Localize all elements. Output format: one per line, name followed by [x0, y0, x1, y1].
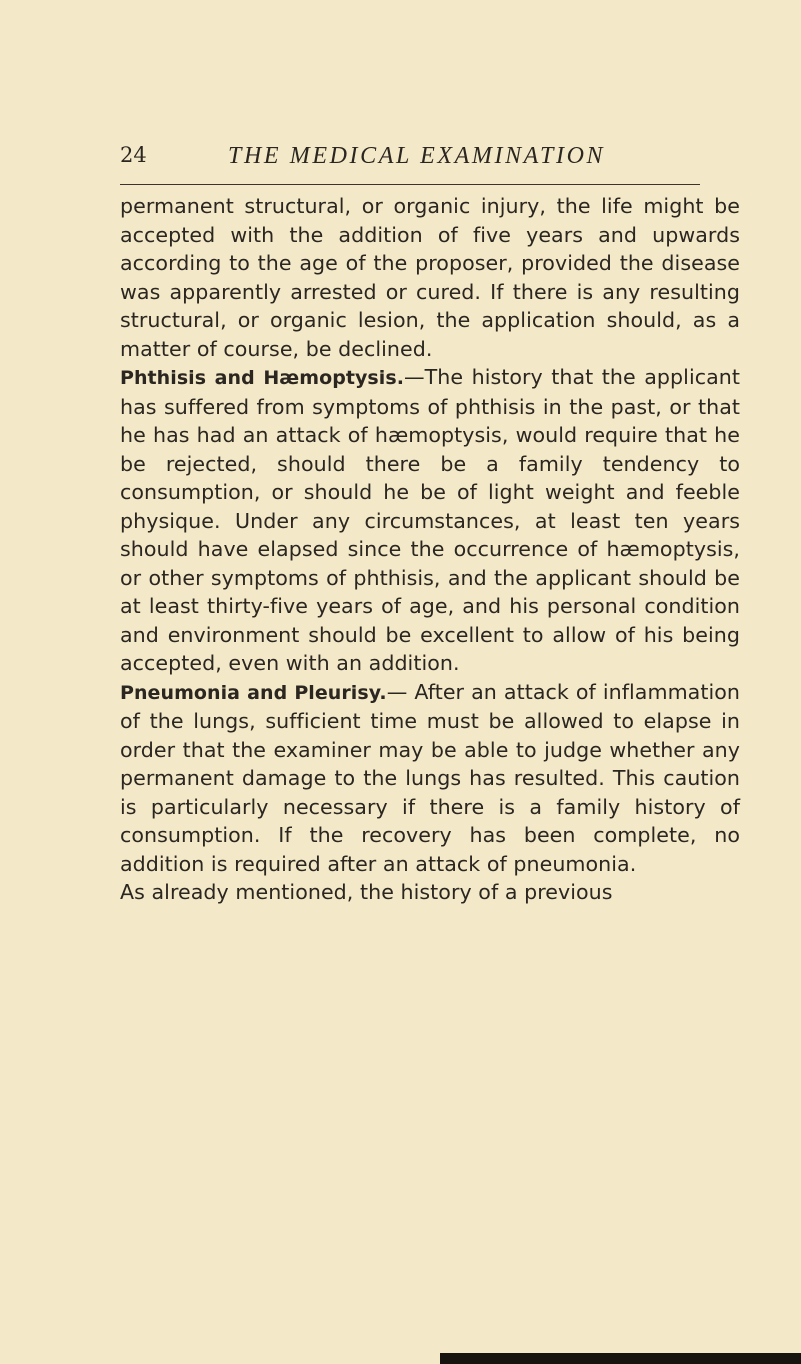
paragraph-pneumonia	[120, 678, 740, 879]
body-text	[120, 192, 740, 907]
paragraph-phthisis	[120, 363, 740, 678]
running-title: THE MEDICAL EXAMINATION	[228, 143, 606, 169]
paragraph-text: As already mentioned, the history of a previous	[120, 880, 613, 904]
section-heading-pneumonia: Pneumonia and Pleurisy.	[120, 681, 387, 704]
paragraph-closing	[120, 878, 740, 907]
paragraph-text: permanent structural, or organic injury, the life might be accepted with the addition of five years and upwards according to the age of the proposer, provided the disease was apparently arrested or cured. If there is any resulting structural, or organic lesion, the application should, as a matter of course, be declined.	[120, 194, 740, 361]
header-rule	[120, 184, 700, 185]
paragraph-continuation	[120, 192, 740, 363]
bottom-edge-bar	[440, 1353, 801, 1364]
paragraph-text: — After an attack of inflammation of the lungs, sufficient time must be allowed to elapse in order that the examiner may be able to judge whether any permanent damage to the lungs has resulted. This caution is particularly necessary if there is a family history of consumption. If the recovery has been complete, no addition is required after an attack of pneumonia.	[120, 679, 741, 876]
section-heading-phthisis: Phthisis and Hæmoptysis.	[120, 367, 404, 389]
page-number: 24	[120, 143, 147, 167]
paragraph-text: —The history that the applicant has suffered from symptoms of phthisis in the past, or that he has had an attack of hæmoptysis, would require that he be rejected, should there be a family tendency to consumption, or should he be of light weight and feeble physique. Under any circumstances, at least ten years should have elapsed since the occurrence of hæmoptysis, or other symptoms of phthisis, and the applicant should be at least thirty-five years of age, and his personal condition and environment should be excellent to allow of his being accepted, even with an addition.	[120, 365, 740, 675]
page-header	[120, 143, 720, 179]
